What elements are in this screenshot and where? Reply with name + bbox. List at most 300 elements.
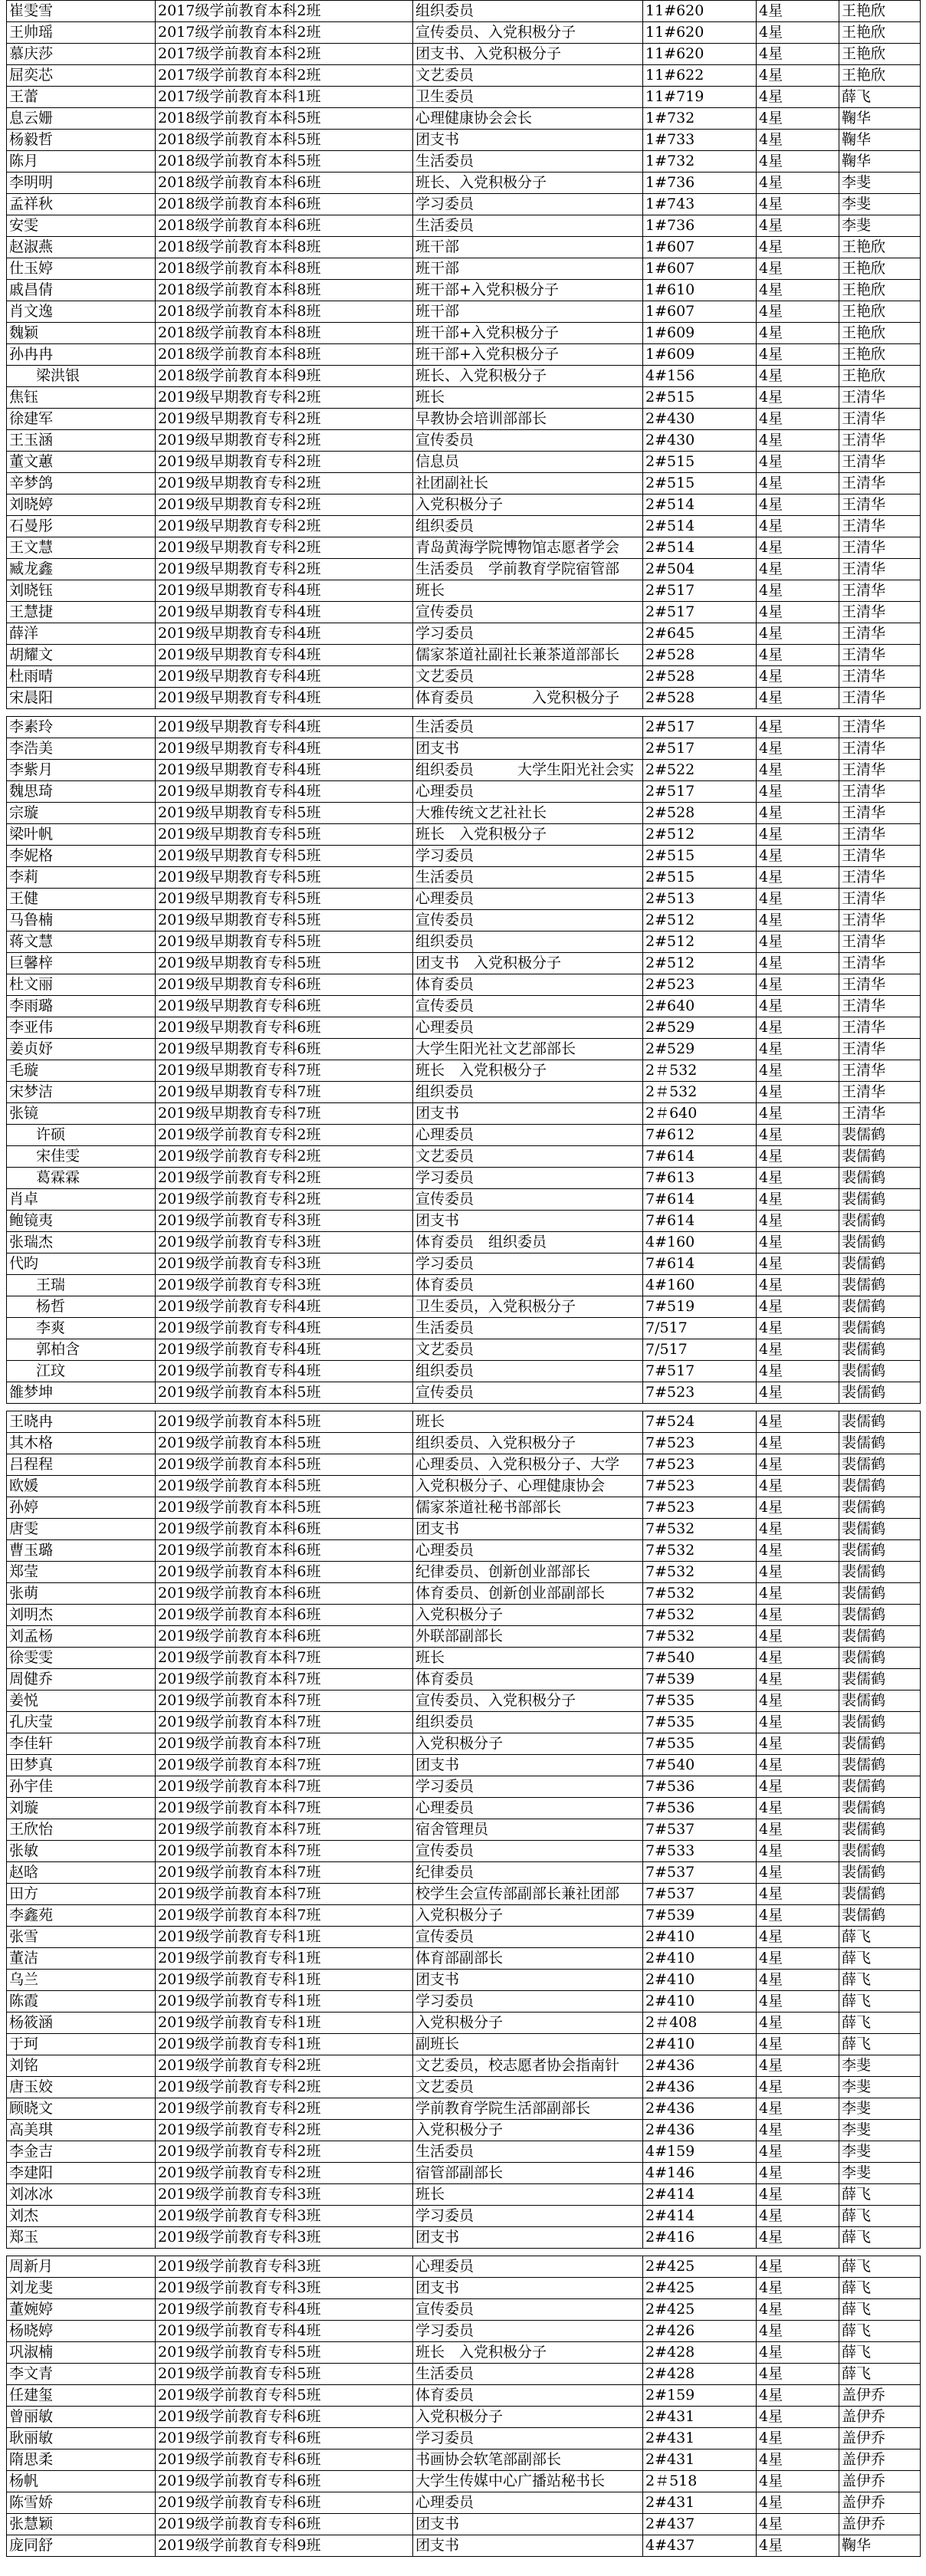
position-cell: 宣传委员 — [413, 910, 643, 932]
student-name-cell: 屈奕芯 — [7, 65, 156, 87]
table-row — [7, 867, 921, 889]
star-rating-cell: 4星 — [757, 996, 839, 1017]
position-cell: 体育部副部长 — [413, 1948, 643, 1970]
table-row — [7, 803, 921, 824]
star-rating-cell: 4星 — [757, 2034, 839, 2055]
table-row — [7, 2278, 921, 2299]
student-name-cell: 赵淑燕 — [7, 237, 156, 258]
class-cell: 2019级学前教育专科2班 — [156, 2098, 413, 2120]
class-cell: 2019级早期教育专科4班 — [156, 738, 413, 760]
star-rating-cell: 4星 — [757, 2077, 839, 2098]
counselor-cell: 王清华 — [839, 953, 921, 974]
student-name-cell: 耿丽敏 — [7, 2428, 156, 2450]
table-row — [7, 717, 921, 738]
position-cell: 团支书 — [413, 1519, 643, 1540]
table-row — [7, 623, 921, 645]
student-name-cell: 李亚伟 — [7, 1017, 156, 1039]
student-name-cell: 宋晨阳 — [7, 688, 156, 709]
class-cell: 2019级学前教育本科6班 — [156, 1540, 413, 1562]
position-cell: 宣传委员 — [413, 602, 643, 623]
counselor-cell: 王艳欣 — [839, 65, 921, 87]
counselor-cell: 裴儒鹤 — [839, 1648, 921, 1669]
student-name-cell: 张镜 — [7, 1103, 156, 1125]
class-cell: 2019级早期教育专科2班 — [156, 409, 413, 430]
star-rating-cell: 4星 — [757, 2120, 839, 2141]
dorm-room-cell: 7#613 — [643, 1168, 757, 1189]
student-name-cell: 宗璇 — [7, 803, 156, 824]
table-row — [7, 2450, 921, 2471]
table-row — [7, 301, 921, 323]
class-cell: 2017级学前教育本科2班 — [156, 1, 413, 22]
class-cell: 2019级早期教育专科7班 — [156, 1060, 413, 1082]
table-row — [7, 1819, 921, 1841]
position-cell: 学习委员 — [413, 2428, 643, 2450]
table-row — [7, 1361, 921, 1382]
dorm-room-cell: 1#736 — [643, 172, 757, 194]
student-name-cell: 唐玉姣 — [7, 2077, 156, 2098]
star-rating-cell: 4星 — [757, 1562, 839, 1583]
table-row — [7, 1, 921, 22]
table-row — [7, 1275, 921, 1296]
student-name-cell: 杜文丽 — [7, 974, 156, 996]
counselor-cell: 裴儒鹤 — [839, 1755, 921, 1776]
table-row — [7, 108, 921, 130]
star-rating-cell: 4星 — [757, 760, 839, 781]
student-name-cell: 王瑞 — [7, 1275, 156, 1296]
counselor-cell: 王清华 — [839, 1039, 921, 1060]
student-name-cell: 刘杰 — [7, 2206, 156, 2227]
class-cell: 2019级学前教育专科6班 — [156, 2492, 413, 2514]
dorm-room-cell: 2#528 — [643, 666, 757, 688]
table-row — [7, 910, 921, 932]
dorm-room-cell: 2#517 — [643, 717, 757, 738]
star-rating-cell: 4星 — [757, 1519, 839, 1540]
dorm-room-cell: 7/517 — [643, 1339, 757, 1361]
student-name-cell: 李爽 — [7, 1318, 156, 1339]
dorm-room-cell: 2#645 — [643, 623, 757, 645]
counselor-cell: 盖伊乔 — [839, 2471, 921, 2492]
dorm-room-cell: 2#431 — [643, 2450, 757, 2471]
position-cell: 文艺委员 — [413, 2077, 643, 2098]
table-row — [7, 1905, 921, 1927]
student-name-cell: 戚昌倩 — [7, 280, 156, 301]
star-rating-cell: 4星 — [757, 1275, 839, 1296]
student-name-cell: 刘龙斐 — [7, 2278, 156, 2299]
position-cell: 学习委员 — [413, 2206, 643, 2227]
position-cell: 团支书 — [413, 2278, 643, 2299]
student-name-cell: 杨毅哲 — [7, 130, 156, 151]
position-cell: 班干部 — [413, 237, 643, 258]
position-cell: 心理委员 — [413, 2256, 643, 2278]
class-cell: 2019级学前教育专科3班 — [156, 1275, 413, 1296]
position-cell: 班长 入党积极分子 — [413, 2342, 643, 2364]
class-cell: 2019级学前教育本科7班 — [156, 1798, 413, 1819]
class-cell: 2018级学前教育本科9班 — [156, 366, 413, 387]
class-cell: 2019级早期教育专科2班 — [156, 452, 413, 473]
position-cell: 学前教育学院生活部副部长 — [413, 2098, 643, 2120]
position-cell: 团支书 入党积极分子 — [413, 953, 643, 974]
position-cell: 团支书 — [413, 130, 643, 151]
counselor-cell: 裴儒鹤 — [839, 1411, 921, 1433]
student-name-cell: 崔雯雪 — [7, 1, 156, 22]
position-cell: 宣传委员 — [413, 996, 643, 1017]
star-rating-cell: 4星 — [757, 1819, 839, 1841]
student-name-cell: 唐雯 — [7, 1519, 156, 1540]
star-rating-cell: 4星 — [757, 2450, 839, 2471]
counselor-cell: 裴儒鹤 — [839, 1254, 921, 1275]
counselor-cell: 薛飞 — [839, 2299, 921, 2321]
student-name-cell: 薛洋 — [7, 623, 156, 645]
star-rating-cell: 4星 — [757, 258, 839, 280]
position-cell: 纪律委员 — [413, 1862, 643, 1884]
table-row — [7, 430, 921, 452]
table-row — [7, 1776, 921, 1798]
star-rating-cell: 4星 — [757, 1841, 839, 1862]
class-cell: 2019级学前教育专科2班 — [156, 1168, 413, 1189]
class-cell: 2019级学前教育专科2班 — [156, 2163, 413, 2184]
dorm-room-cell: 2#528 — [643, 688, 757, 709]
class-cell: 2019级学前教育专科3班 — [156, 2278, 413, 2299]
star-rating-cell: 4星 — [757, 1232, 839, 1254]
table-row — [7, 323, 921, 344]
section-separator — [7, 2249, 921, 2256]
dorm-room-cell: 1#607 — [643, 301, 757, 323]
dorm-room-cell: 2＃408 — [643, 2013, 757, 2034]
dorm-room-cell: 2#426 — [643, 2321, 757, 2342]
dorm-room-cell: 1#607 — [643, 237, 757, 258]
class-cell: 2019级早期教育专科4班 — [156, 580, 413, 602]
table-row — [7, 2364, 921, 2385]
star-rating-cell: 4星 — [757, 409, 839, 430]
student-name-cell: 蒋文慧 — [7, 932, 156, 953]
counselor-cell: 王清华 — [839, 781, 921, 803]
student-name-cell: 董文蕙 — [7, 452, 156, 473]
table-row — [7, 645, 921, 666]
class-cell: 2019级早期教育专科7班 — [156, 1082, 413, 1103]
position-cell: 学习委员 — [413, 1254, 643, 1275]
dorm-room-cell: 2#515 — [643, 846, 757, 867]
class-cell: 2019级学前教育专科1班 — [156, 1927, 413, 1948]
dorm-room-cell: 7#532 — [643, 1519, 757, 1540]
dorm-room-cell: 2#504 — [643, 559, 757, 580]
star-rating-cell: 4星 — [757, 889, 839, 910]
class-cell: 2019级学前教育本科7班 — [156, 1755, 413, 1776]
student-name-cell: 王欣怡 — [7, 1819, 156, 1841]
table-row — [7, 2141, 921, 2163]
table-row — [7, 1733, 921, 1755]
table-row — [7, 1605, 921, 1626]
dorm-room-cell: 2#410 — [643, 1991, 757, 2013]
position-cell: 文艺委员 — [413, 1339, 643, 1361]
student-name-cell: 梁叶帆 — [7, 824, 156, 846]
class-cell: 2019级学前教育本科5班 — [156, 1454, 413, 1476]
position-cell: 早教协会培训部部长 — [413, 409, 643, 430]
class-cell: 2019级学前教育本科7班 — [156, 1733, 413, 1755]
counselor-cell: 王清华 — [839, 717, 921, 738]
position-cell: 组织委员 大学生阳光社会实 — [413, 760, 643, 781]
student-name-cell: 郑莹 — [7, 1562, 156, 1583]
student-name-cell: 乌兰 — [7, 1970, 156, 1991]
class-cell: 2018级学前教育本科5班 — [156, 108, 413, 130]
class-cell: 2019级学前教育本科6班 — [156, 1626, 413, 1648]
dorm-room-cell: 2#528 — [643, 645, 757, 666]
dorm-room-cell: 2#428 — [643, 2364, 757, 2385]
student-name-cell: 曾丽敏 — [7, 2407, 156, 2428]
student-name-cell: 刘晓婷 — [7, 495, 156, 516]
position-cell: 宣传委员 — [413, 1841, 643, 1862]
student-name-cell: 石曼彤 — [7, 516, 156, 537]
star-rating-cell: 4星 — [757, 2098, 839, 2120]
counselor-cell: 李斐 — [839, 194, 921, 215]
table-row — [7, 452, 921, 473]
counselor-cell: 裴儒鹤 — [839, 1691, 921, 1712]
dorm-room-cell: 7#536 — [643, 1776, 757, 1798]
dorm-room-cell: 2#512 — [643, 910, 757, 932]
class-cell: 2019级早期教育专科2班 — [156, 559, 413, 580]
class-cell: 2019级学前教育本科7班 — [156, 1884, 413, 1905]
student-name-cell: 欧媛 — [7, 1476, 156, 1497]
position-cell: 文艺委员 — [413, 1146, 643, 1168]
star-rating-cell: 4星 — [757, 1296, 839, 1318]
counselor-cell: 李斐 — [839, 2077, 921, 2098]
table-row — [7, 2428, 921, 2450]
student-cadre-table — [6, 0, 921, 2557]
counselor-cell: 王清华 — [839, 760, 921, 781]
class-cell: 2019级学前教育本科5班 — [156, 1433, 413, 1454]
class-cell: 2019级学前教育本科7班 — [156, 1819, 413, 1841]
counselor-cell: 李斐 — [839, 2141, 921, 2163]
dorm-room-cell: 2#425 — [643, 2299, 757, 2321]
counselor-cell: 王清华 — [839, 889, 921, 910]
class-cell: 2019级学前教育专科2班 — [156, 2120, 413, 2141]
counselor-cell: 王艳欣 — [839, 301, 921, 323]
position-cell: 学习委员 — [413, 1168, 643, 1189]
dorm-room-cell: 2#517 — [643, 580, 757, 602]
student-name-cell: 李文青 — [7, 2364, 156, 2385]
class-cell: 2019级学前教育专科3班 — [156, 2227, 413, 2249]
student-name-cell: 顾晓文 — [7, 2098, 156, 2120]
class-cell: 2018级学前教育本科6班 — [156, 215, 413, 237]
student-name-cell: 毛璇 — [7, 1060, 156, 1082]
student-name-cell: 王晓冉 — [7, 1411, 156, 1433]
star-rating-cell: 4星 — [757, 2492, 839, 2514]
position-cell: 团支书 — [413, 2535, 643, 2557]
student-name-cell: 陈月 — [7, 151, 156, 172]
dorm-room-cell: 2#640 — [643, 996, 757, 1017]
counselor-cell: 王清华 — [839, 473, 921, 495]
star-rating-cell: 4星 — [757, 215, 839, 237]
star-rating-cell: 4星 — [757, 387, 839, 409]
position-cell: 文艺委员，校志愿者协会指南针 — [413, 2055, 643, 2077]
student-name-cell: 许硕 — [7, 1125, 156, 1146]
position-cell: 入党积极分子 — [413, 1905, 643, 1927]
dorm-room-cell: 11#622 — [643, 65, 757, 87]
position-cell: 团支书 — [413, 738, 643, 760]
position-cell: 卫生委员，入党积极分子 — [413, 1296, 643, 1318]
student-name-cell: 葛霖霖 — [7, 1168, 156, 1189]
position-cell: 组织委员 — [413, 516, 643, 537]
position-cell: 班干部+入党积极分子 — [413, 344, 643, 366]
star-rating-cell: 4星 — [757, 717, 839, 738]
position-cell: 班长 — [413, 580, 643, 602]
dorm-room-cell: 2#514 — [643, 537, 757, 559]
table-row — [7, 2471, 921, 2492]
position-cell: 宣传委员 — [413, 2299, 643, 2321]
class-cell: 2019级学前教育专科9班 — [156, 2535, 413, 2557]
class-cell: 2019级学前教育专科1班 — [156, 2013, 413, 2034]
student-name-cell: 仕玉婷 — [7, 258, 156, 280]
class-cell: 2019级早期教育专科4班 — [156, 602, 413, 623]
class-cell: 2019级学前教育本科6班 — [156, 1519, 413, 1540]
class-cell: 2019级学前教育本科5班 — [156, 1411, 413, 1433]
position-cell: 班干部+入党积极分子 — [413, 323, 643, 344]
counselor-cell: 裴儒鹤 — [839, 1841, 921, 1862]
class-cell: 2017级学前教育本科2班 — [156, 65, 413, 87]
star-rating-cell: 4星 — [757, 2407, 839, 2428]
star-rating-cell: 4星 — [757, 602, 839, 623]
dorm-room-cell: 2#410 — [643, 1970, 757, 1991]
table-row — [7, 2321, 921, 2342]
class-cell: 2019级早期教育专科2班 — [156, 537, 413, 559]
dorm-room-cell: 7#537 — [643, 1884, 757, 1905]
student-name-cell: 张雪 — [7, 1927, 156, 1948]
student-name-cell: 张瑞杰 — [7, 1232, 156, 1254]
student-name-cell: 巩淑楠 — [7, 2342, 156, 2364]
star-rating-cell: 4星 — [757, 1318, 839, 1339]
counselor-cell: 裴儒鹤 — [839, 1497, 921, 1519]
counselor-cell: 王清华 — [839, 537, 921, 559]
star-rating-cell: 4星 — [757, 559, 839, 580]
student-name-cell: 肖卓 — [7, 1189, 156, 1211]
student-name-cell: 李佳轩 — [7, 1733, 156, 1755]
dorm-room-cell: 1#743 — [643, 194, 757, 215]
class-cell: 2018级学前教育本科6班 — [156, 172, 413, 194]
table-row — [7, 87, 921, 108]
table-row — [7, 2055, 921, 2077]
dorm-room-cell: 1#733 — [643, 130, 757, 151]
counselor-cell: 裴儒鹤 — [839, 1318, 921, 1339]
table-row — [7, 1669, 921, 1691]
counselor-cell: 裴儒鹤 — [839, 1712, 921, 1733]
position-cell: 体育委员、创新创业部副部长 — [413, 1583, 643, 1605]
star-rating-cell: 4星 — [757, 1411, 839, 1433]
class-cell: 2019级学前教育本科5班 — [156, 1382, 413, 1404]
counselor-cell: 李斐 — [839, 2055, 921, 2077]
position-cell: 组织委员 — [413, 1712, 643, 1733]
student-name-cell: 王玉涵 — [7, 430, 156, 452]
dorm-room-cell: 2#431 — [643, 2407, 757, 2428]
class-cell: 2018级学前教育本科8班 — [156, 237, 413, 258]
star-rating-cell: 4星 — [757, 688, 839, 709]
position-cell: 团支书 — [413, 1755, 643, 1776]
star-rating-cell: 4星 — [757, 366, 839, 387]
dorm-room-cell: 2#515 — [643, 867, 757, 889]
student-name-cell: 徐雯雯 — [7, 1648, 156, 1669]
class-cell: 2018级学前教育本科8班 — [156, 301, 413, 323]
class-cell: 2019级学前教育专科6班 — [156, 2514, 413, 2535]
dorm-room-cell: 7#519 — [643, 1296, 757, 1318]
student-name-cell: 郭柏含 — [7, 1339, 156, 1361]
student-name-cell: 杜雨晴 — [7, 666, 156, 688]
position-cell: 班干部 — [413, 258, 643, 280]
counselor-cell: 薛飞 — [839, 1970, 921, 1991]
position-cell: 副班长 — [413, 2034, 643, 2055]
dorm-room-cell: 2#514 — [643, 516, 757, 537]
dorm-room-cell: 7#612 — [643, 1125, 757, 1146]
table-row — [7, 2514, 921, 2535]
class-cell: 2019级早期教育专科4班 — [156, 781, 413, 803]
student-name-cell: 刘孟杨 — [7, 1626, 156, 1648]
student-name-cell: 张慧颖 — [7, 2514, 156, 2535]
table-row — [7, 1103, 921, 1125]
position-cell: 班长、入党积极分子 — [413, 366, 643, 387]
dorm-room-cell: 2#410 — [643, 1927, 757, 1948]
position-cell: 组织委员 — [413, 932, 643, 953]
dorm-room-cell: 2#528 — [643, 803, 757, 824]
class-cell: 2019级早期教育专科5班 — [156, 867, 413, 889]
student-name-cell: 李莉 — [7, 867, 156, 889]
student-name-cell: 张敏 — [7, 1841, 156, 1862]
class-cell: 2019级学前教育专科4班 — [156, 1318, 413, 1339]
dorm-room-cell: 7#523 — [643, 1433, 757, 1454]
star-rating-cell: 4星 — [757, 1927, 839, 1948]
table-row — [7, 1712, 921, 1733]
student-name-cell: 徐建军 — [7, 409, 156, 430]
position-cell: 班长、入党积极分子 — [413, 172, 643, 194]
table-row — [7, 1626, 921, 1648]
dorm-room-cell: 2#414 — [643, 2206, 757, 2227]
position-cell: 心理委员、入党积极分子、大学 — [413, 1454, 643, 1476]
star-rating-cell: 4星 — [757, 1970, 839, 1991]
dorm-room-cell: 7#614 — [643, 1146, 757, 1168]
star-rating-cell: 4星 — [757, 953, 839, 974]
counselor-cell: 裴儒鹤 — [839, 1433, 921, 1454]
student-name-cell: 王健 — [7, 889, 156, 910]
star-rating-cell: 4星 — [757, 1755, 839, 1776]
position-cell: 文艺委员 — [413, 65, 643, 87]
counselor-cell: 薛飞 — [839, 1991, 921, 2013]
class-cell: 2019级学前教育本科6班 — [156, 1583, 413, 1605]
student-name-cell: 孔庆莹 — [7, 1712, 156, 1733]
position-cell: 文艺委员 — [413, 666, 643, 688]
star-rating-cell: 4星 — [757, 87, 839, 108]
student-name-cell: 张萌 — [7, 1583, 156, 1605]
position-cell: 心理健康协会会长 — [413, 108, 643, 130]
table-row — [7, 172, 921, 194]
position-cell: 宣传委员 — [413, 430, 643, 452]
student-name-cell: 雒梦坤 — [7, 1382, 156, 1404]
position-cell: 学习委员 — [413, 623, 643, 645]
star-rating-cell: 4星 — [757, 2385, 839, 2407]
student-name-cell: 李妮格 — [7, 846, 156, 867]
star-rating-cell: 4星 — [757, 2342, 839, 2364]
table-row — [7, 1411, 921, 1433]
class-cell: 2018级学前教育本科8班 — [156, 258, 413, 280]
dorm-room-cell: 2#512 — [643, 824, 757, 846]
counselor-cell: 薛飞 — [839, 2013, 921, 2034]
class-cell: 2019级学前教育专科2班 — [156, 1146, 413, 1168]
counselor-cell: 王清华 — [839, 974, 921, 996]
counselor-cell: 薛飞 — [839, 2034, 921, 2055]
dorm-room-cell: 7#533 — [643, 1841, 757, 1862]
position-cell: 宣传委员 — [413, 1927, 643, 1948]
class-cell: 2019级学前教育本科7班 — [156, 1669, 413, 1691]
dorm-room-cell: 7#614 — [643, 1189, 757, 1211]
student-name-cell: 于珂 — [7, 2034, 156, 2055]
table-row — [7, 2256, 921, 2278]
counselor-cell: 盖伊乔 — [839, 2492, 921, 2514]
student-name-cell: 王文慧 — [7, 537, 156, 559]
